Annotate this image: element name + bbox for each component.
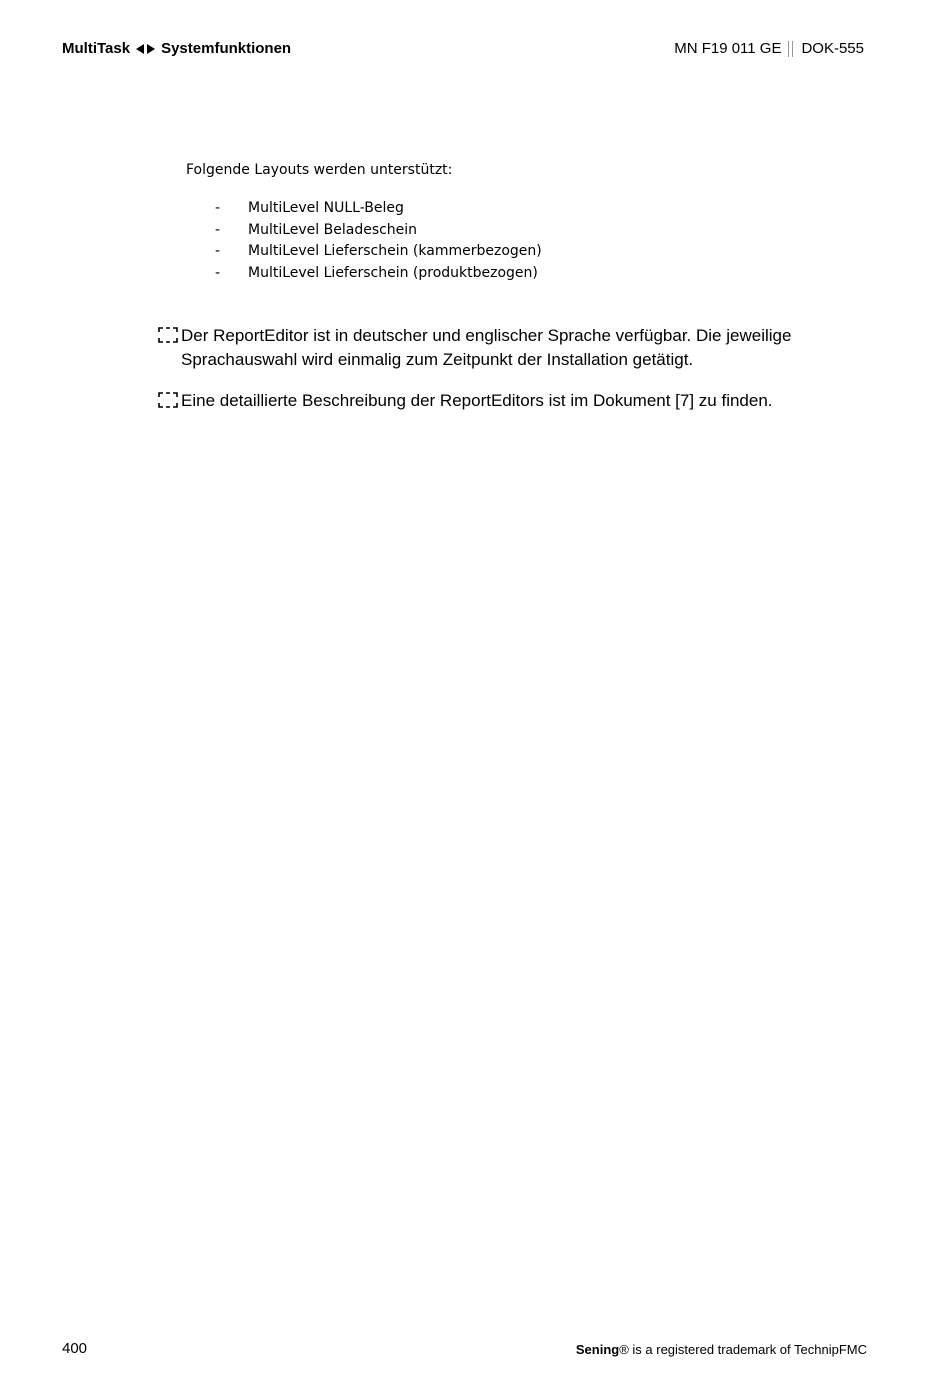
list-item (215, 241, 542, 263)
list-item (215, 198, 542, 220)
list-dash: - (215, 264, 221, 281)
header-section: Systemfunktionen (161, 40, 292, 57)
layout-name: MultiLevel NULL-Beleg (248, 200, 404, 216)
list-item (215, 263, 542, 285)
note-frame-icon (157, 389, 181, 416)
triangle-left-icon (136, 44, 144, 54)
layout-name: MultiLevel Lieferschein (produktbezogen) (248, 264, 538, 281)
list-item (215, 220, 542, 242)
layouts-intro: Folgende Layouts werden unterstützt: (186, 162, 453, 178)
note-documentation (157, 389, 837, 416)
double-bar-separator (788, 41, 793, 57)
note-frame-icon (157, 324, 181, 351)
header-product: MultiTask (62, 40, 131, 57)
trademark-text: ® is a registered trademark of TechnipFMC (619, 1342, 867, 1357)
triangle-right-icon (147, 44, 155, 54)
list-dash: - (215, 243, 221, 259)
header-doc-id: DOK-555 (801, 40, 864, 57)
note-text: Eine detaillierte Beschreibung der ReportEditors ist im Dokument [7] zu finden. (181, 391, 773, 410)
footer-trademark (576, 1342, 867, 1357)
header-title (62, 40, 291, 57)
layout-name: MultiLevel Lieferschein (kammerbezogen) (248, 243, 542, 259)
note-language (157, 324, 837, 372)
list-dash: - (215, 221, 221, 238)
left-right-arrows-icon (136, 44, 155, 54)
header-document-info (674, 40, 864, 57)
header-doc-number: MN F19 011 GE (674, 40, 782, 57)
note-text: Der ReportEditor ist in deutscher und englischer Sprache verfügbar. Die jeweilige Sprachauswahl wird einmalig zum Zeitpunkt der Installation getätigt. (181, 326, 792, 369)
page-number: 400 (62, 1340, 88, 1357)
list-dash: - (215, 200, 221, 216)
layout-name: MultiLevel Beladeschein (248, 221, 418, 238)
layouts-list (215, 198, 542, 284)
brand-name: Sening (575, 1342, 620, 1357)
